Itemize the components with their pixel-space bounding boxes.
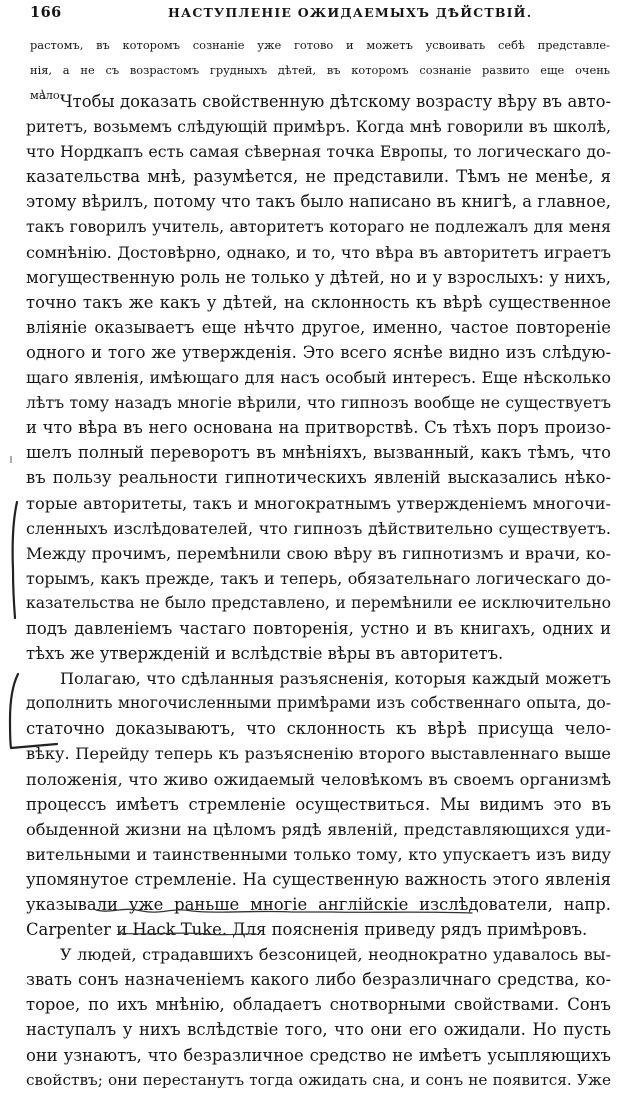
text-line: шелъ полный переворотъ въ мнѣніяхъ, вызванный, какъ тѣмъ, что [26,443,611,463]
text-line: процессъ имѣетъ стремленіе осуществиться. Мы видимъ это въ [26,794,611,814]
paragraph-insomnia-example [26,942,611,1093]
page-header [20,2,602,24]
pencil-tick-mark [40,88,50,100]
text-line: упомянутое стремленіе. На существенную важность этого явленія [26,869,611,889]
page-number: 166 [30,4,62,21]
text-line: такъ говорилъ учитель, авторитетъ котораго не подлежалъ для меня [26,217,611,237]
text-line: торое, по ихъ мнѣнію, обладаетъ снотворными свойствами. Сонъ [26,995,611,1015]
text-line: вительными и таинственными только тому, кто упускаетъ изъ виду [26,844,611,864]
text-line: статочно доказываютъ, что склонность къ вѣрѣ присуща чело- [26,719,611,739]
text-line: вѣку. Перейду теперь къ разъясненію второго выставленнаго выше [26,744,611,764]
text-line: ритетъ, возьмемъ слѣдующій примѣръ. Когда мнѣ говорили въ школѣ, [26,117,611,137]
pencil-bracket-mark-lower [2,672,62,752]
text-line: У людей, страдавшихъ безсоницей, неоднократно удавалось вы- [60,945,611,965]
text-line: и что вѣра въ него основана на притворствѣ. Съ тѣхъ поръ произо- [26,418,611,438]
text-line: лѣтъ тому назадъ многіе вѣрили, что гипнозъ вообще не существуетъ [26,393,611,413]
text-line: въ пользу реальности гипнотическихъ явленій высказались нѣко- [26,468,611,488]
text-line: сомнѣнію. Достовѣрно, однако, и то, что вѣра въ авторитетъ играетъ [26,242,611,262]
pencil-underline-mark [118,928,258,938]
text-line: этому вѣрилъ, потому что такъ было написано въ книгѣ, а главное, [26,192,611,212]
text-line: сленныхъ изслѣдователей, что гипнозъ дѣйствительно существуетъ. [26,518,611,538]
text-line: Между прочимъ, перемѣнили свою вѣру въ гипнотизмъ и врачи, ко- [26,543,611,563]
text-line: казательства не было представлено, и перемѣнили ее исключительно [26,593,611,612]
text-line: торые авторитеты, такъ и многократнымъ утвержденіемъ многочи- [26,493,611,513]
margin-dot-mark [8,455,14,465]
paragraph-authority-belief [26,89,611,666]
text-line: точно такъ же какъ у дѣтей, на склонность къ вѣрѣ существенное [26,292,611,312]
text-line: щаго явленія, имѣющаго для насъ особый интересъ. Еще нѣсколько [26,368,611,388]
pencil-bracket-mark-upper [4,500,22,620]
text-line: положенія, что живо ожидаемый человѣкомъ въ своемъ организмѣ [26,769,611,789]
footnote-line: нія, а не съ возрастомъ грудныхъ дѣтей, въ которомъ сознаніе развито еще очень [30,63,610,78]
text-line: подъ давленіемъ частаго повторенія, устно и въ книгахъ, одних и [26,618,611,638]
pencil-underline-mark [92,902,492,916]
text-line: могущественную роль не только у дѣтей, но и у взрослыхъ: у нихъ, [26,267,611,287]
text-line: казательства мнѣ, разумѣется, не представили. Тѣмъ не менѣе, я [26,167,611,187]
paragraph-expectation [26,666,611,942]
text-line: они узнаютъ, что безразличное средство не имѣетъ усыпляющихъ [26,1045,611,1065]
main-text [26,89,611,1093]
footnote-line: растомъ, въ которомъ сознаніе уже готово и можетъ усвоивать себѣ представле- [30,38,610,52]
text-line: Carpenter и Hack Tuke. Для поясненія приведу рядъ примѣровъ. [26,920,588,940]
text-line: одного и того же утвержденія. Это всего яснѣе видно изъ слѣдую- [26,342,611,362]
running-head: НАСТУПЛЕНІЕ ОЖИДАЕМЫХЪ ДѢЙСТВІЙ. [168,5,533,20]
text-line: обыденной жизни на цѣломъ рядѣ явленій, представляющихся уди- [26,819,611,839]
text-line: дополнить многочисленными примѣрами изъ собственнаго опыта, до- [26,694,611,713]
text-line: свойствъ; они перестанутъ тогда ожидать сна, и сонъ не появится. Уже [26,1070,611,1089]
text-line: указывали уже раньше многіе англійскіе изслѣдователи, напр. [26,895,611,914]
text-line: Чтобы доказать свойственную дѣтскому возрасту вѣру въ авто- [60,92,611,111]
text-line: наступалъ у нихъ вслѣдствіе того, что они его ожидали. Но пусть [26,1020,611,1040]
text-line: тѣхъ же утвержденій и вслѣдствіе вѣры въ авторитетъ. [26,644,504,664]
text-line: Полагаю, что сдѣланныя разъясненія, которыя каждый можетъ [60,669,611,689]
text-line: что Нордкапъ есть самая сѣверная точка Европы, то логическаго до- [26,142,611,162]
footnote-line: мало. [30,88,64,103]
text-line: вліяніе оказываетъ еще нѣчто другое, именно, частое повтореніе [26,317,611,337]
text-line: торымъ, какъ прежде, такъ и теперь, обязательнаго логическаго до- [26,568,611,588]
text-line: звать сонъ назначеніемъ какого либо безразличнаго средства, ко- [26,970,611,990]
